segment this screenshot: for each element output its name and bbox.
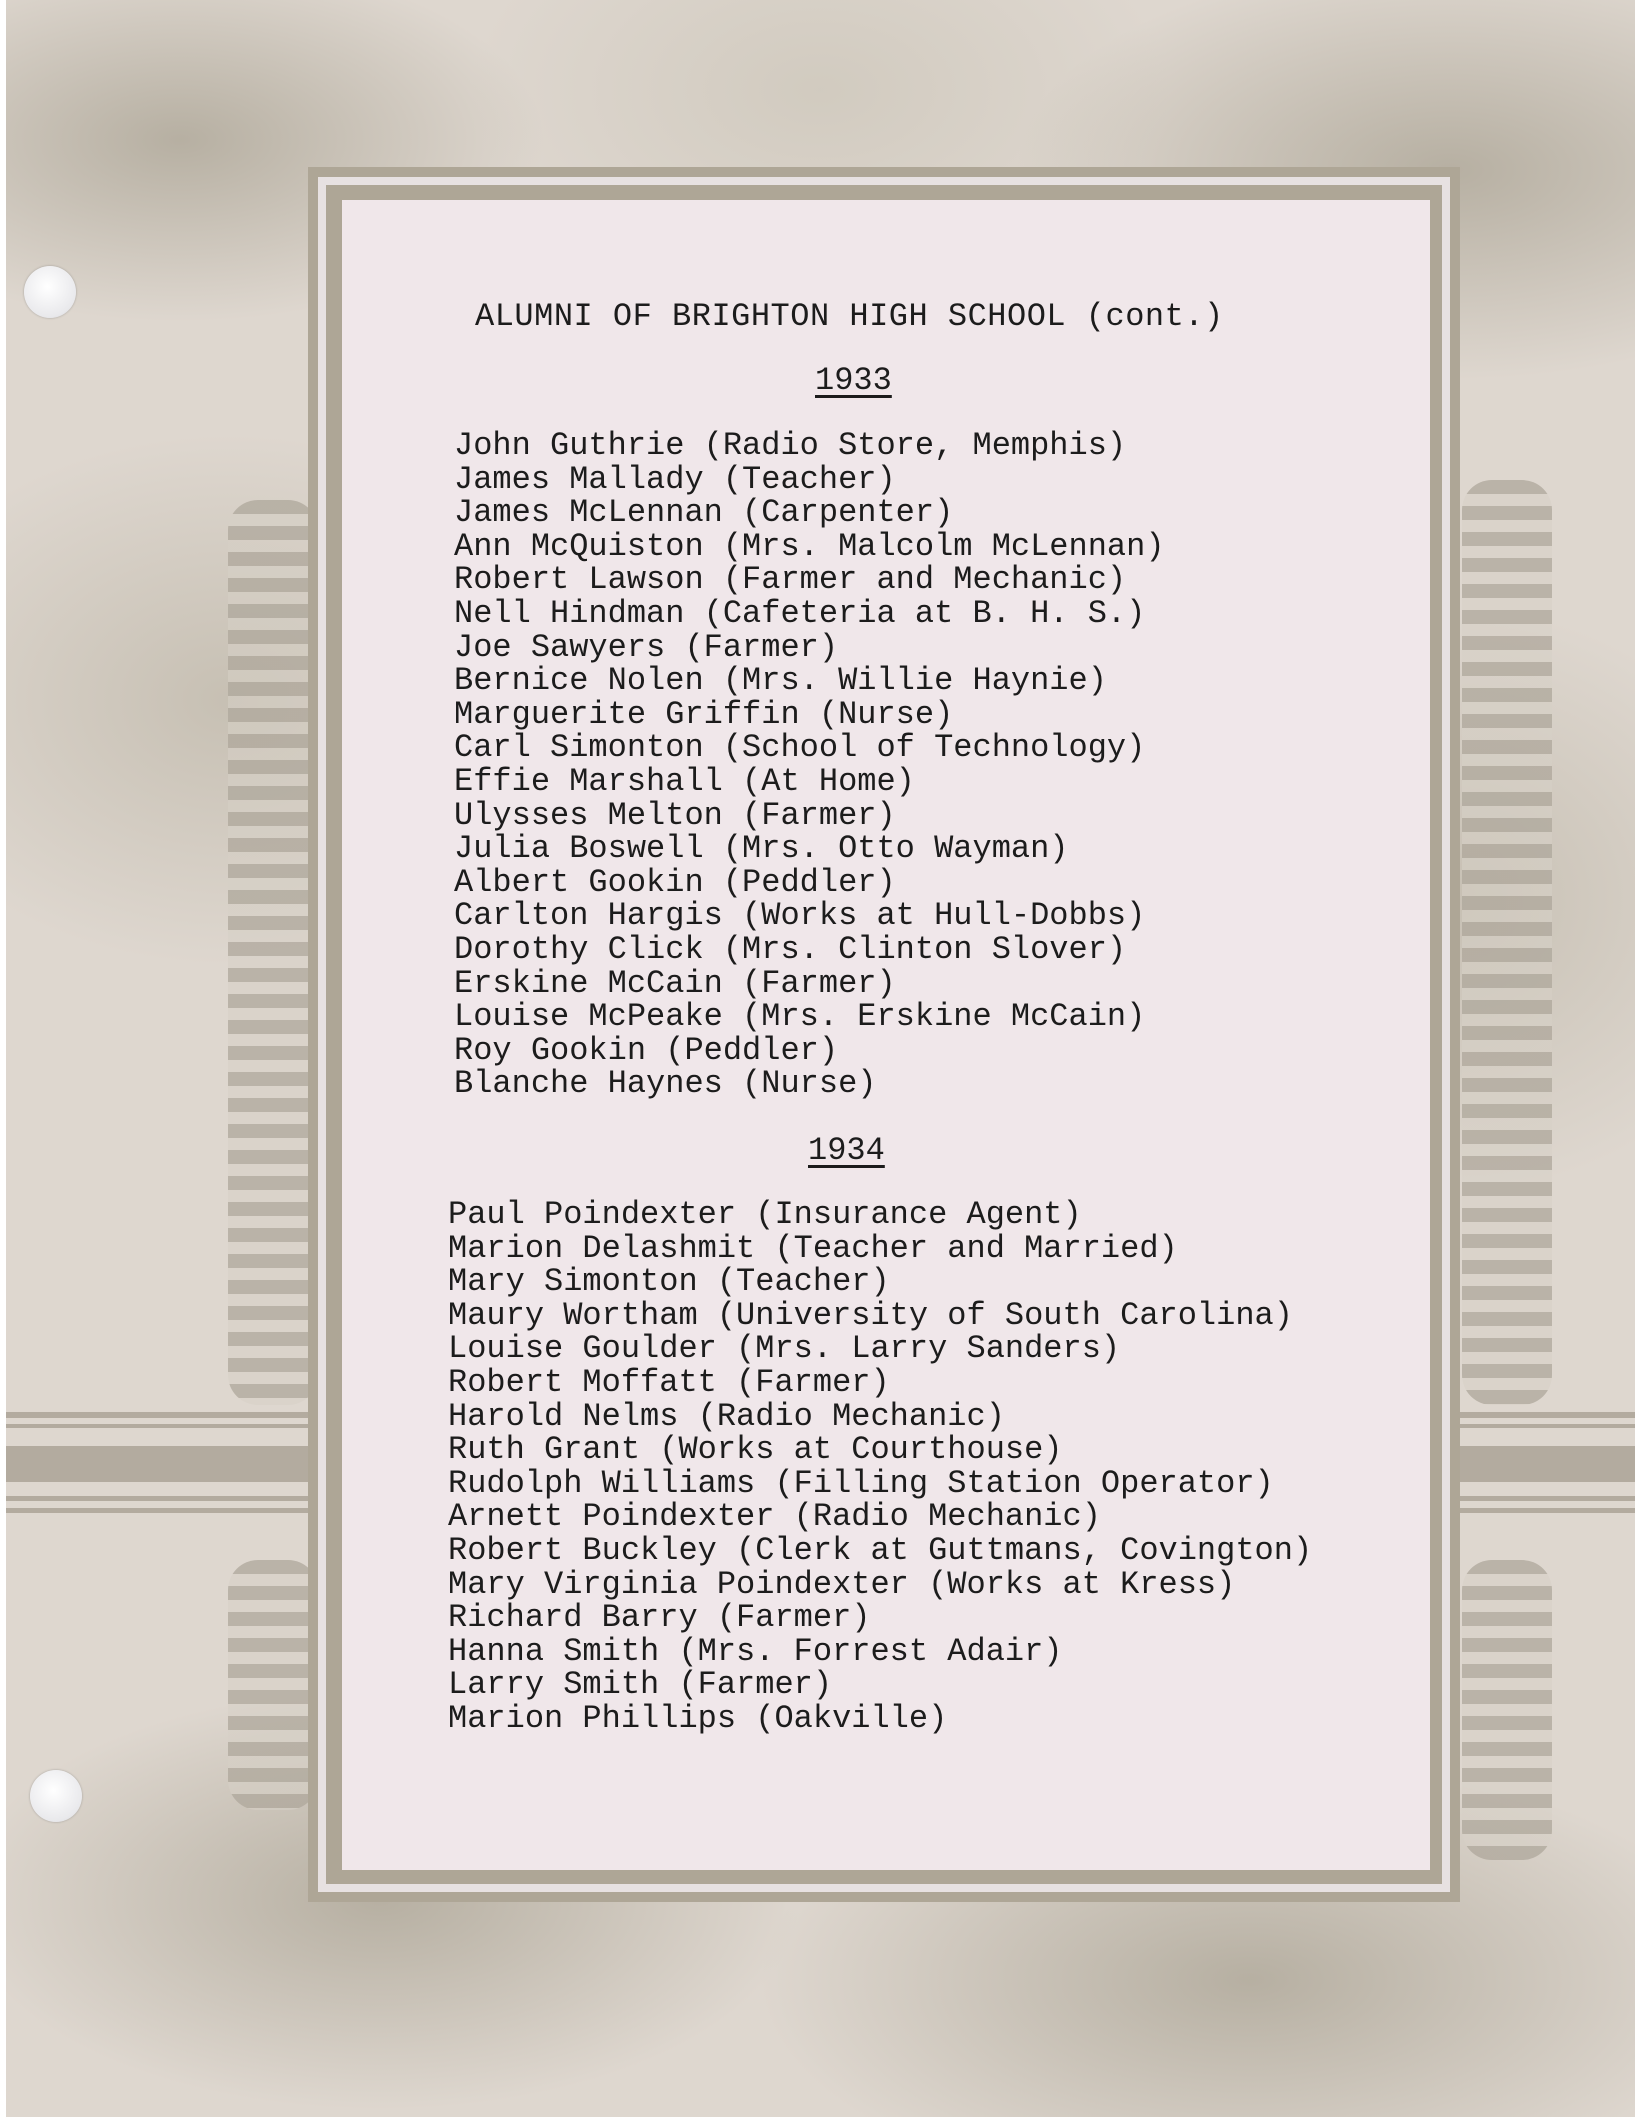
leaf-garland-right-top <box>1462 480 1552 1405</box>
section-year-heading: 1934 <box>808 1132 885 1169</box>
alumni-entry: Mary Virginia Poindexter (Works at Kress) <box>448 1565 1236 1603</box>
alumni-entry: Carl Simonton (School of Technology) <box>454 729 1146 767</box>
alumni-entry: Paul Poindexter (Insurance Agent) <box>448 1196 1082 1233</box>
alumni-entry: Albert Gookin (Peddler) <box>454 863 896 901</box>
alumni-entry: Julia Boswell (Mrs. Otto Wayman) <box>454 830 1069 868</box>
alumni-entry: Marguerite Griffin (Nurse) <box>454 695 954 733</box>
binder-hole-bottom <box>30 1770 82 1822</box>
alumni-entry: Dorothy Click (Mrs. Clinton Slover) <box>454 930 1127 968</box>
alumni-entry: Nell Hindman (Cafeteria at B. H. S.) <box>454 594 1146 632</box>
alumni-entry: Rudolph Williams (Filling Station Operator) <box>448 1464 1274 1502</box>
alumni-entry: John Guthrie (Radio Store, Memphis) <box>454 427 1127 464</box>
alumni-entry: Larry Smith (Farmer) <box>448 1666 833 1704</box>
typed-sheet <box>342 200 1430 1870</box>
alumni-list-1934 <box>448 1198 1312 1736</box>
alumni-entry: Richard Barry (Farmer) <box>448 1599 871 1637</box>
leaf-garland-left-top <box>228 500 318 1405</box>
alumni-entry: Arnett Poindexter (Radio Mechanic) <box>448 1498 1101 1536</box>
alumni-entry: Joe Sawyers (Farmer) <box>454 628 839 666</box>
alumni-entry: Robert Moffatt (Farmer) <box>448 1363 890 1401</box>
alumni-list-1933 <box>454 429 1165 1101</box>
section-year-heading: 1933 <box>815 362 892 399</box>
alumni-entry: Robert Lawson (Farmer and Mechanic) <box>454 561 1127 599</box>
alumni-entry: James McLennan (Carpenter) <box>454 494 954 532</box>
alumni-entry: Ann McQuiston (Mrs. Malcolm McLennan) <box>454 527 1165 565</box>
alumni-entry: Mary Simonton (Teacher) <box>448 1263 890 1301</box>
alumni-entry: Robert Buckley (Clerk at Guttmans, Covington) <box>448 1531 1313 1569</box>
alumni-entry: Ulysses Melton (Farmer) <box>454 796 896 834</box>
alumni-entry: Effie Marshall (At Home) <box>454 762 915 800</box>
alumni-entry: Louise Goulder (Mrs. Larry Sanders) <box>448 1330 1121 1368</box>
alumni-entry: Bernice Nolen (Mrs. Willie Haynie) <box>454 662 1107 700</box>
leaf-garland-left-bottom <box>228 1560 318 1810</box>
alumni-entry: Marion Delashmit (Teacher and Married) <box>448 1229 1178 1267</box>
alumni-entry: Carlton Hargis (Works at Hull-Dobbs) <box>454 897 1146 935</box>
alumni-entry: Erskine McCain (Farmer) <box>454 964 896 1002</box>
page-edge <box>0 0 6 2117</box>
alumni-entry: James Mallady (Teacher) <box>454 460 896 498</box>
alumni-entry: Harold Nelms (Radio Mechanic) <box>448 1397 1005 1435</box>
typed-content <box>342 200 1430 1870</box>
alumni-entry: Roy Gookin (Peddler) <box>454 1031 839 1069</box>
alumni-entry: Ruth Grant (Works at Courthouse) <box>448 1431 1063 1469</box>
leaf-garland-right-bottom <box>1462 1560 1552 1860</box>
page-title: ALUMNI OF BRIGHTON HIGH SCHOOL (cont.) <box>475 298 1224 335</box>
binder-hole-top <box>24 266 76 318</box>
alumni-entry: Hanna Smith (Mrs. Forrest Adair) <box>448 1632 1063 1670</box>
alumni-entry: Louise McPeake (Mrs. Erskine McCain) <box>454 998 1146 1036</box>
alumni-entry: Blanche Haynes (Nurse) <box>454 1065 877 1103</box>
alumni-entry: Maury Wortham (University of South Carolina) <box>448 1296 1293 1334</box>
alumni-entry: Marion Phillips (Oakville) <box>448 1699 948 1737</box>
